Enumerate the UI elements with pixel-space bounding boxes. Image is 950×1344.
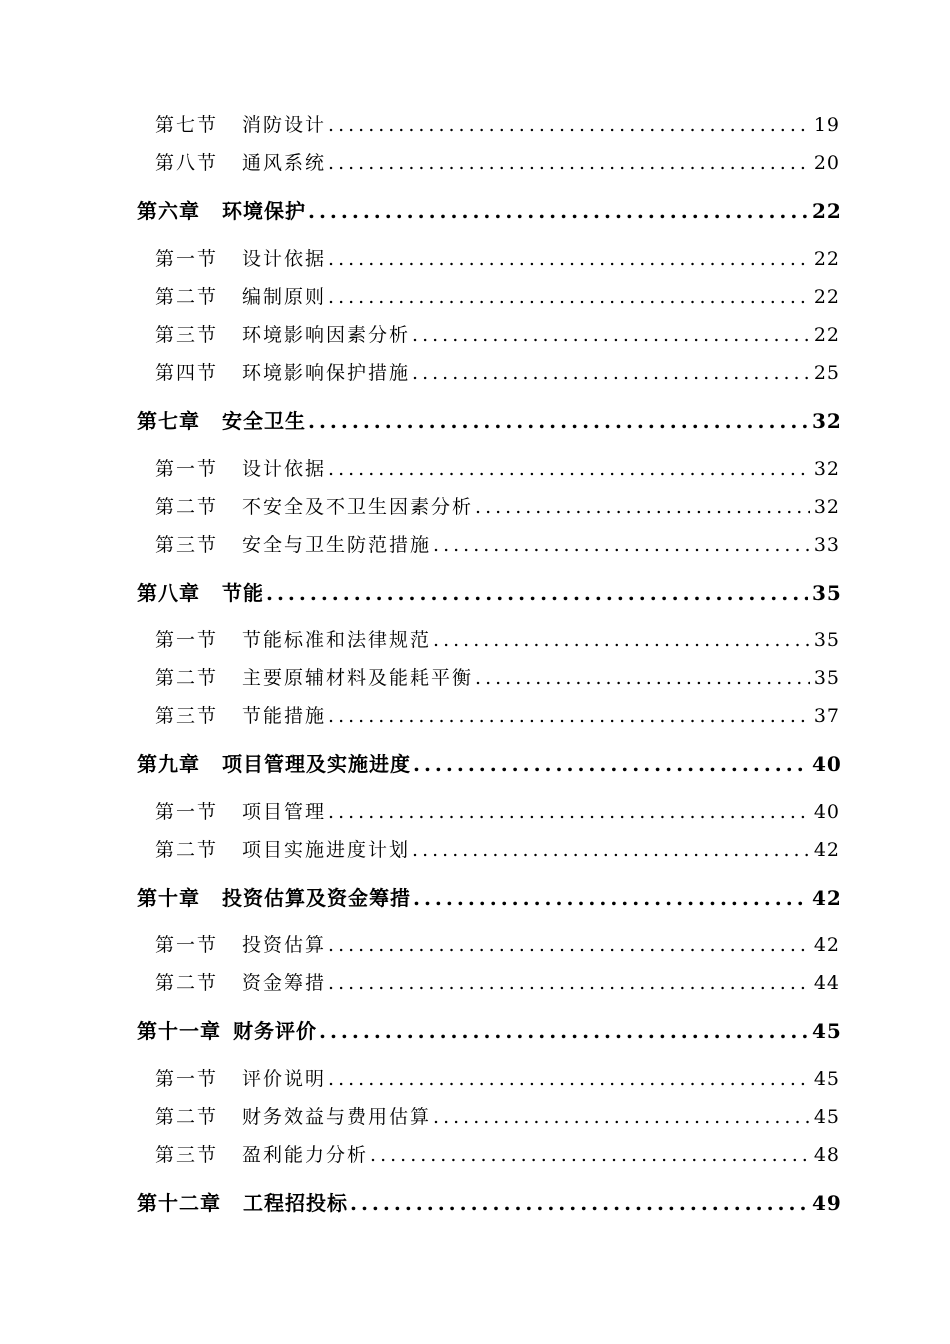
toc-entry-title: 编制原则 xyxy=(242,286,327,308)
toc-dot-leader xyxy=(328,801,810,823)
toc-entry-section[interactable] xyxy=(0,835,950,862)
toc-entry-section[interactable] xyxy=(0,1140,950,1167)
toc-entry-title: 项目管理及实施进度 xyxy=(222,752,411,776)
toc-dot-leader xyxy=(328,248,810,270)
toc-entry-section[interactable] xyxy=(0,968,950,995)
toc-entry-section[interactable] xyxy=(0,701,950,728)
toc-entry-label: 第二节 xyxy=(155,839,219,861)
toc-entry-page: 42 xyxy=(813,839,840,861)
toc-entry-label: 第三节 xyxy=(155,705,219,727)
toc-entry-title: 节能措施 xyxy=(242,705,327,727)
toc-entry-label: 第二节 xyxy=(155,286,219,308)
toc-entry-title: 盈利能力分析 xyxy=(242,1144,369,1166)
toc-entry-label: 第一节 xyxy=(155,1068,219,1090)
toc-entry-page: 22 xyxy=(813,286,840,308)
toc-dot-leader xyxy=(328,286,810,308)
toc-entry-section[interactable] xyxy=(0,625,950,652)
toc-entry-label: 第三节 xyxy=(155,324,219,346)
toc-entry-title: 工程招投标 xyxy=(243,1191,348,1215)
toc-entry-title: 环境保护 xyxy=(222,199,306,223)
toc-entry-title: 资金筹措 xyxy=(242,972,327,994)
toc-entry-chapter[interactable] xyxy=(0,405,950,434)
toc-entry-page: 37 xyxy=(813,705,840,727)
toc-entry-title: 项目实施进度计划 xyxy=(242,839,411,861)
toc-entry-title: 财务评价 xyxy=(233,1019,317,1043)
toc-entry-page: 44 xyxy=(813,972,840,994)
toc-entry-page: 22 xyxy=(813,324,840,346)
toc-entry-section[interactable] xyxy=(0,797,950,824)
toc-dot-leader xyxy=(412,324,810,346)
toc-dot-leader xyxy=(370,1144,810,1166)
toc-entry-title: 节能 xyxy=(222,581,264,605)
toc-dot-leader xyxy=(433,1106,810,1128)
toc-entry-label: 第九章 xyxy=(137,752,200,776)
toc-entry-label: 第四节 xyxy=(155,362,219,384)
toc-entry-title: 不安全及不卫生因素分析 xyxy=(242,496,474,518)
toc-entry-label: 第三节 xyxy=(155,534,219,556)
toc-entry-title: 通风系统 xyxy=(242,152,327,174)
toc-entry-page: 19 xyxy=(813,114,840,136)
toc-entry-chapter[interactable] xyxy=(0,577,950,606)
toc-entry-page: 22 xyxy=(813,248,840,270)
toc-entry-page: 45 xyxy=(813,1106,840,1128)
toc-entry-label: 第一节 xyxy=(155,629,219,651)
toc-entry-title: 安全与卫生防范措施 xyxy=(242,534,432,556)
toc-entry-title: 主要原辅材料及能耗平衡 xyxy=(242,667,474,689)
toc-dot-leader xyxy=(475,496,810,518)
toc-dot-leader xyxy=(328,114,810,136)
toc-entry-label: 第十二章 xyxy=(137,1191,221,1215)
toc-entry-title: 安全卫生 xyxy=(222,409,306,433)
toc-entry-label: 第一节 xyxy=(155,801,219,823)
toc-entry-section[interactable] xyxy=(0,358,950,385)
toc-entry-chapter[interactable] xyxy=(0,1187,950,1216)
toc-entry-title: 环境影响因素分析 xyxy=(242,324,411,346)
toc-entry-page: 35 xyxy=(813,629,840,651)
toc-entry-chapter[interactable] xyxy=(0,748,950,777)
toc-entry-page: 20 xyxy=(813,152,840,174)
toc-entry-section[interactable] xyxy=(0,110,950,137)
toc-entry-section[interactable] xyxy=(0,148,950,175)
toc-entry-title: 消防设计 xyxy=(242,114,327,136)
toc-entry-page: 32 xyxy=(813,496,840,518)
toc-entry-label: 第二节 xyxy=(155,972,219,994)
toc-entry-title: 财务效益与费用估算 xyxy=(242,1106,432,1128)
toc-entry-label: 第八章 xyxy=(137,581,200,605)
toc-entry-label: 第十章 xyxy=(137,886,200,910)
toc-entry-page: 42 xyxy=(813,934,840,956)
toc-entry-title: 项目管理 xyxy=(242,801,327,823)
toc-dot-leader xyxy=(319,1019,808,1043)
toc-entry-page: 40 xyxy=(812,752,842,776)
toc-entry-label: 第一节 xyxy=(155,458,219,480)
toc-entry-label: 第六章 xyxy=(137,199,200,223)
toc-entry-title: 节能标准和法律规范 xyxy=(242,629,432,651)
toc-entry-label: 第八节 xyxy=(155,152,219,174)
toc-dot-leader xyxy=(413,752,808,776)
toc-entry-page: 25 xyxy=(813,362,840,384)
toc-dot-leader xyxy=(266,581,808,605)
toc-dot-leader xyxy=(328,934,810,956)
toc-entry-page: 49 xyxy=(812,1191,842,1215)
toc-dot-leader xyxy=(308,409,808,433)
toc-dot-leader xyxy=(328,1068,810,1090)
toc-entry-section[interactable] xyxy=(0,530,950,557)
toc-entry-section[interactable] xyxy=(0,320,950,347)
toc-entry-page: 40 xyxy=(813,801,840,823)
toc-dot-leader xyxy=(328,705,810,727)
toc-dot-leader xyxy=(308,199,808,223)
toc-dot-leader xyxy=(412,839,810,861)
toc-entry-section[interactable] xyxy=(0,244,950,271)
toc-entry-label: 第一节 xyxy=(155,248,219,270)
toc-dot-leader xyxy=(350,1191,808,1215)
toc-entry-page: 35 xyxy=(813,667,840,689)
toc-entry-section[interactable] xyxy=(0,282,950,309)
toc-entry-section[interactable] xyxy=(0,454,950,481)
toc-entry-title: 投资估算 xyxy=(242,934,327,956)
toc-entry-label: 第一节 xyxy=(155,934,219,956)
toc-entry-title: 评价说明 xyxy=(242,1068,327,1090)
toc-entry-page: 22 xyxy=(812,199,842,223)
toc-entry-section[interactable] xyxy=(0,930,950,957)
toc-entry-section[interactable] xyxy=(0,1064,950,1091)
toc-dot-leader xyxy=(433,629,810,651)
toc-entry-title: 设计依据 xyxy=(242,458,327,480)
toc-dot-leader xyxy=(433,534,810,556)
toc-entry-page: 32 xyxy=(813,458,840,480)
toc-dot-leader xyxy=(475,667,810,689)
toc-entry-label: 第二节 xyxy=(155,496,219,518)
toc-entry-chapter[interactable] xyxy=(0,1015,950,1044)
toc-entry-page: 42 xyxy=(812,886,842,910)
toc-entry-page: 45 xyxy=(813,1068,840,1090)
toc-entry-title: 设计依据 xyxy=(242,248,327,270)
toc-dot-leader xyxy=(412,362,810,384)
toc-entry-title: 投资估算及资金筹措 xyxy=(222,886,411,910)
toc-entry-label: 第七节 xyxy=(155,114,219,136)
toc-dot-leader xyxy=(413,886,808,910)
toc-entry-page: 35 xyxy=(812,581,842,605)
toc-entry-label: 第二节 xyxy=(155,667,219,689)
toc-entry-chapter[interactable] xyxy=(0,195,950,224)
toc-entry-section[interactable] xyxy=(0,663,950,690)
toc-entry-label: 第七章 xyxy=(137,409,200,433)
toc-dot-leader xyxy=(328,458,810,480)
toc-entry-page: 45 xyxy=(812,1019,842,1043)
toc-entry-chapter[interactable] xyxy=(0,882,950,911)
toc-entry-label: 第二节 xyxy=(155,1106,219,1128)
toc-entry-title: 环境影响保护措施 xyxy=(242,362,411,384)
toc-dot-leader xyxy=(328,972,810,994)
toc-entry-label: 第三节 xyxy=(155,1144,219,1166)
toc-dot-leader xyxy=(328,152,810,174)
toc-entry-page: 33 xyxy=(813,534,840,556)
toc-entry-section[interactable] xyxy=(0,492,950,519)
toc-entry-page: 48 xyxy=(813,1144,840,1166)
toc-entry-page: 32 xyxy=(812,409,842,433)
toc-entry-section[interactable] xyxy=(0,1102,950,1129)
toc-entry-label: 第十一章 xyxy=(137,1019,221,1043)
